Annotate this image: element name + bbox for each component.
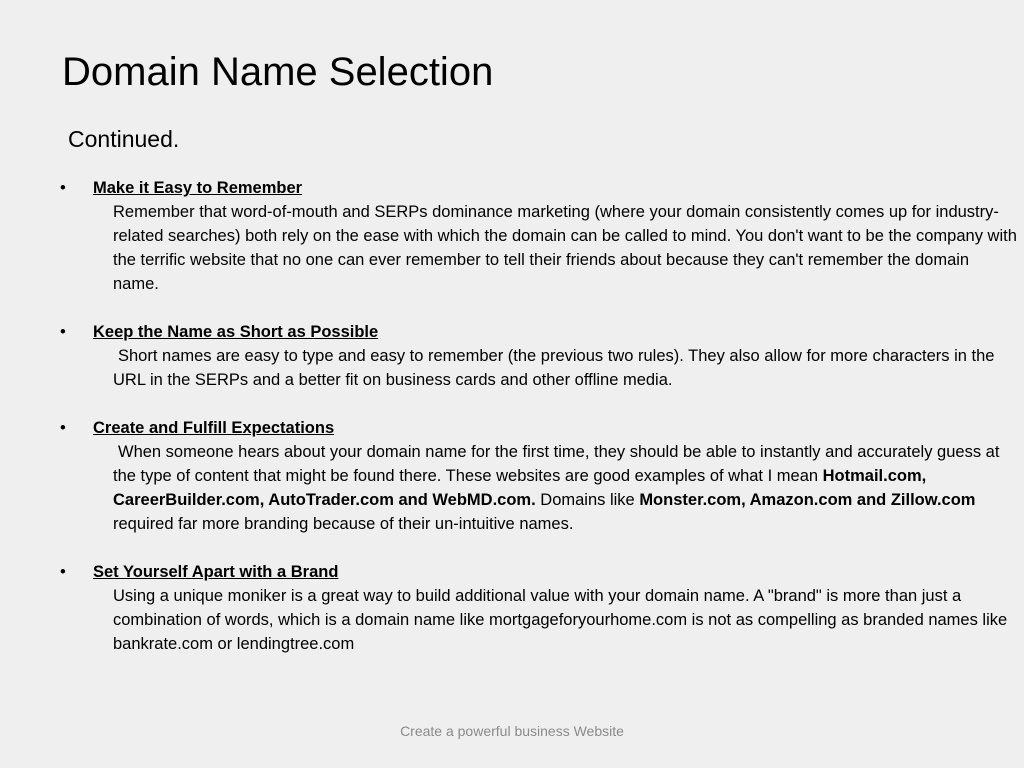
bullet-list [58,176,1018,680]
bullet-body-bold: Monster.com, Amazon.com and Zillow.com [639,491,976,509]
bullet-body: Remember that word-of-mouth and SERPs dominance marketing (where your domain consistently comes up for industry-related searches) both rely on the ease with which the domain can be called to mind. You don't want to be the company with the terrific website that no one can ever remember to tell their friends about because they can't remember the domain name. [113,203,1017,293]
bullet-body-wrap [93,344,1018,392]
bullet-body-text: Domains like [535,491,640,509]
bullet-marker: • [60,419,66,437]
bullet-body-text: required far more branding because of their un-intuitive names. [113,515,574,533]
bullet-body-bold: Hotmail.com, CareerBuilder.com, AutoTrader.com and WebMD.com. [113,467,927,509]
slide-subtitle: Continued. [68,126,180,152]
bullet-body: Using a unique moniker is a great way to build additional value with your domain name. A "brand" is more than just a combination of words, which is a domain name like mortgageforyourhome.com is not as compelling as branded names like bankrate.com or lendingtree.com [113,587,1008,653]
bullet-item-brand [58,560,1018,656]
bullet-heading: Set Yourself Apart with a Brand [93,563,339,581]
bullet-item-expectations [58,416,1018,536]
bullet-body: Short names are easy to type and easy to remember (the previous two rules). They also allow for more characters in the URL in the SERPs and a better fit on business cards and other offline media. [113,347,995,389]
bullet-body-text: When someone hears about your domain name for the first time, they should be able to instantly and accurately guess at the type of content that might be found there. These websites are good examples of what I mean [113,443,1000,485]
bullet-marker: • [60,323,66,341]
bullet-body-wrap [93,440,1018,536]
bullet-heading: Create and Fulfill Expectations [93,419,335,437]
slide-title: Domain Name Selection [62,50,494,94]
bullet-marker: • [60,563,66,581]
bullet-marker: • [60,179,66,197]
slide-footer: Create a powerful business Website [400,723,624,739]
bullet-heading: Keep the Name as Short as Possible [93,323,379,341]
bullet-heading: Make it Easy to Remember [93,179,303,197]
bullet-item-easy-to-remember [58,176,1018,296]
bullet-item-keep-short [58,320,1018,392]
